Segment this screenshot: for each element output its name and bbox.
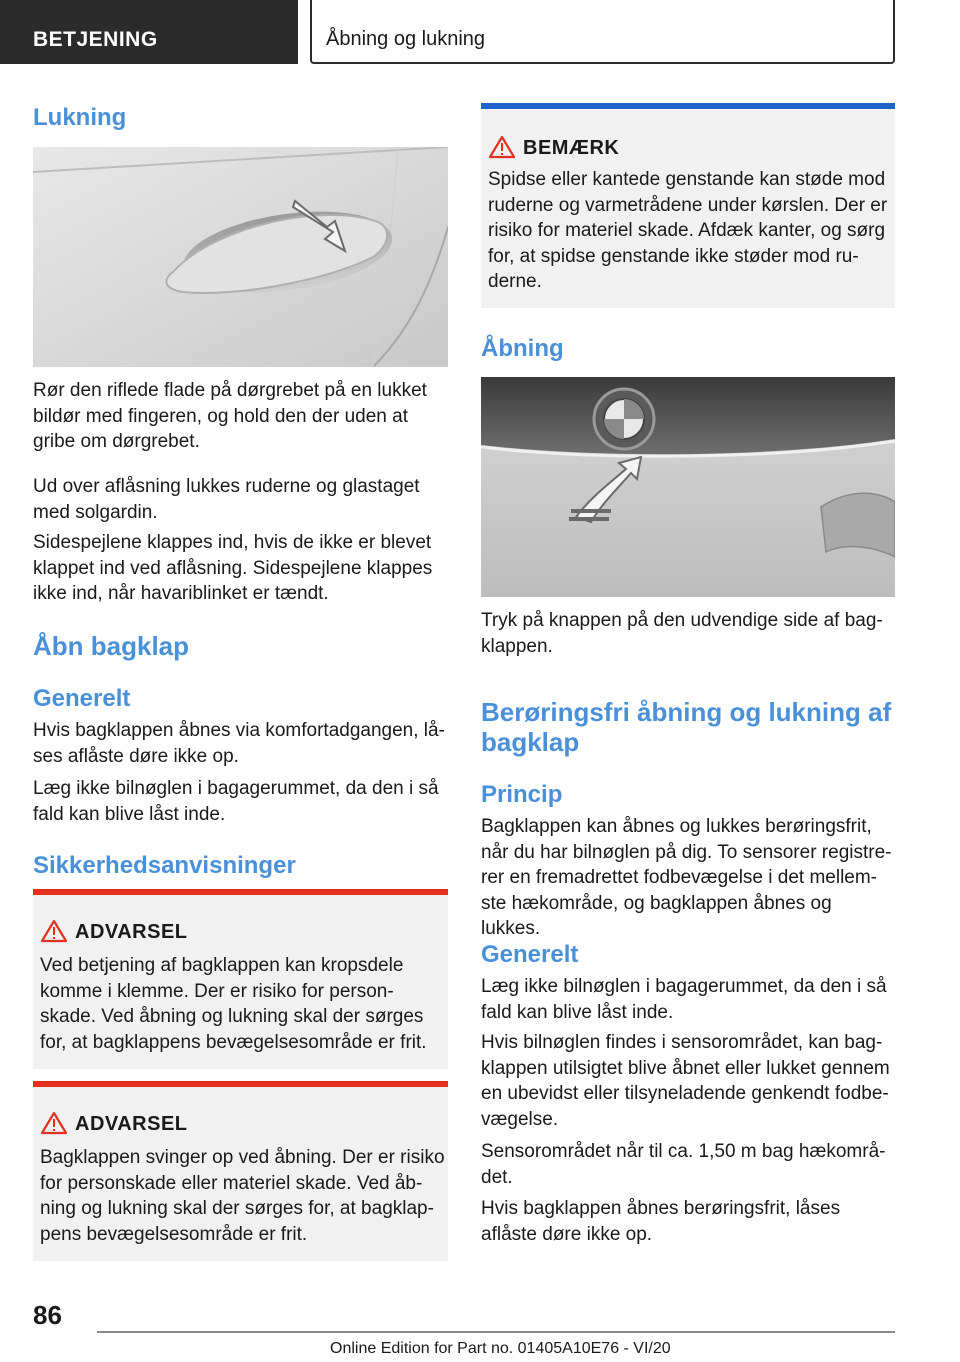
heading-aabning: Åbning	[481, 335, 564, 362]
lukning-paragraph-2: Ud over aflåsning lukkes ruderne og glastaget med solgardin.	[33, 476, 420, 523]
heading-generelt-left: Generelt	[33, 685, 131, 712]
warning-2-text: Bagklappen svinger op ved åbning. Der er risiko for personskade eller materiel skade. Ved åb-ning og lukning skal der sørges for, at bagklap-pens bevægelsesområde er frit.	[40, 1147, 445, 1245]
generelt-right-paragraph-4: Hvis bagklappen åbnes berøringsfrit, låses aflåste døre ikke op.	[481, 1198, 841, 1245]
warning-1-title: ADVARSEL	[75, 921, 188, 943]
warning-2-title: ADVARSEL	[75, 1113, 188, 1135]
warning-box-1	[33, 889, 448, 1069]
generelt-left-paragraph-1: Hvis bagklappen åbnes via komfortadgangen, lå-ses aflåste døre ikke op.	[33, 720, 445, 767]
heading-generelt-right: Generelt	[481, 941, 579, 968]
aabning-paragraph-1: Tryk på knappen på den udvendige side af bag-klappen.	[481, 610, 883, 657]
generelt-left-paragraph-2: Læg ikke bilnøglen i bagagerummet, da den i så fald kan blive låst inde.	[33, 778, 439, 825]
note-text: Spidse eller kantede genstande kan støde mod ruderne og varmetrådene under kørslen. Der er risiko for materiel skade. Afdæk kanter, og sørg for, at spidse genstande ikke støder mod ru-derne.	[488, 169, 888, 292]
heading-aabn-bagklap: Åbn bagklap	[33, 631, 190, 661]
lukning-paragraph-1: Rør den riflede flade på dørgrebet på en lukket bildør med fingeren, og hold den der uden at gribe om dørgrebet.	[33, 380, 427, 452]
header-section-label: BETJENING	[33, 28, 158, 51]
header-chapter-label: Åbning og lukning	[326, 28, 486, 50]
door-handle-illustration	[33, 147, 448, 367]
header-chapter-tab	[310, 0, 895, 64]
generelt-right-paragraph-3: Sensorområdet når til ca. 1,50 m bag hækområ-det.	[481, 1141, 886, 1188]
tailgate-button-illustration	[481, 377, 895, 597]
note-title: BEMÆRK	[523, 137, 620, 159]
header-section-tab	[0, 0, 298, 64]
warning-box-2	[33, 1081, 448, 1261]
heading-sikkerhedsanvisninger: Sikkerhedsanvisninger	[33, 852, 296, 879]
warning-triangle-icon	[40, 919, 68, 943]
warning-1-text: Ved betjening af bagklappen kan kropsdele komme i klemme. Der er risiko for person-skade. Ved åbning og lukning skal der sørges for, at bagklappens bevægelsesområde er frit.	[40, 955, 427, 1053]
lukning-paragraph-3: Sidespejlene klappes ind, hvis de ikke er blevet klappet ind ved aflåsning. Sidespejlene klappes ikke ind, når havariblinket er tændt.	[33, 532, 433, 604]
note-box	[481, 103, 895, 308]
warning-triangle-icon	[40, 1111, 68, 1135]
heading-lukning: Lukning	[33, 104, 127, 131]
edition-text: Online Edition for Part no. 01405A10E76 - VI/20	[330, 1340, 671, 1357]
generelt-right-paragraph-1: Læg ikke bilnøglen i bagagerummet, da den i så fald kan blive låst inde.	[481, 976, 887, 1023]
warning-triangle-icon	[488, 135, 516, 159]
page-number: 86	[33, 1300, 62, 1330]
footer-divider	[97, 1331, 895, 1333]
princip-paragraph-1: Bagklappen kan åbnes og lukkes berøringsfrit, når du har bilnøglen på dig. To sensorer registre-rer en fremadrettet fodbevægelse i det mellem-ste hækområde, og bagklappen åbnes og lukkes.	[481, 816, 892, 939]
generelt-right-paragraph-2: Hvis bilnøglen findes i sensorområdet, kan bag-klappen utilsigtet blive åbnet eller lukket gennem en ubevidst eller tilsyneladende genkendt fodbe-vægelse.	[481, 1032, 890, 1130]
heading-berøringsfri: Berøringsfri åbning og lukning af bagklap	[481, 697, 892, 757]
heading-princip: Princip	[481, 781, 563, 808]
